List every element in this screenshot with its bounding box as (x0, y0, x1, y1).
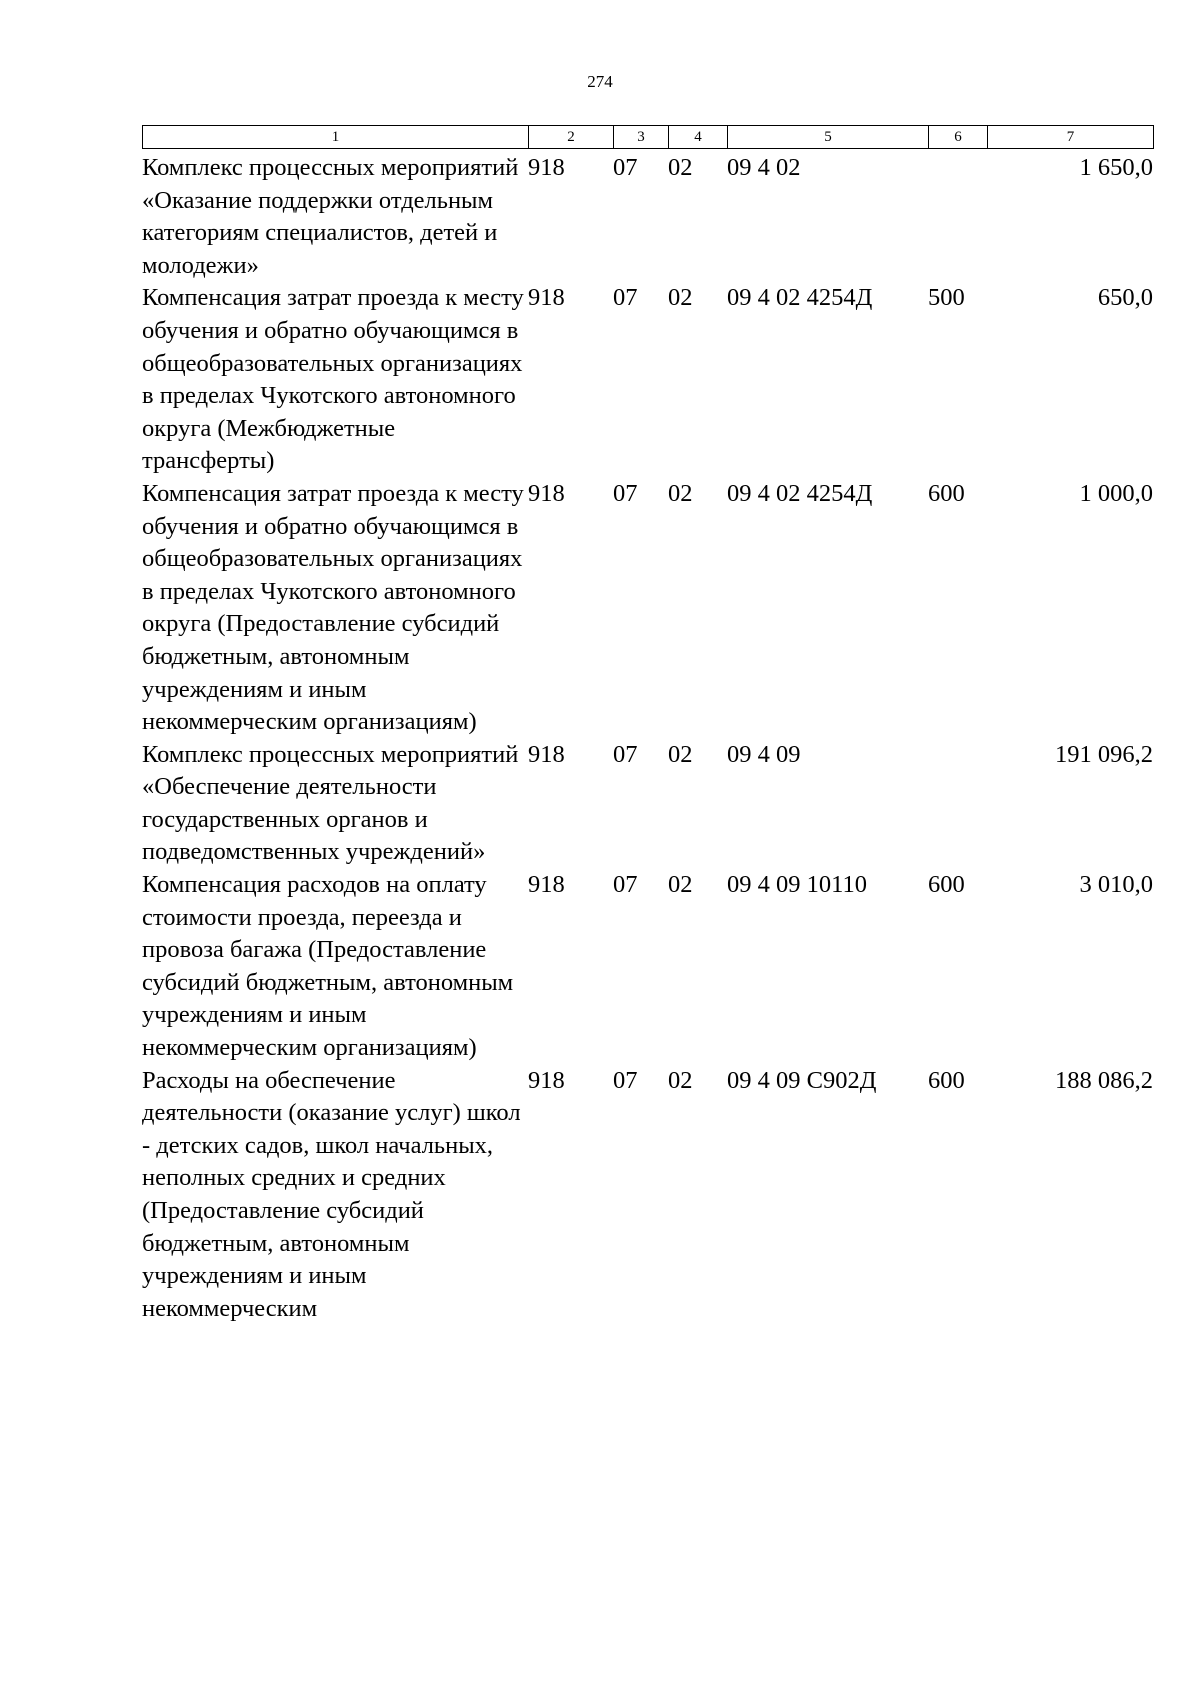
section-code: 07 (613, 284, 638, 312)
target-article-code: 09 4 02 4254Д (727, 284, 873, 312)
subsection-code: 02 (668, 1066, 693, 1094)
expense-type-code: 600 (928, 871, 965, 899)
header-col-1: 1 (143, 126, 529, 149)
ministry-code: 918 (528, 284, 565, 312)
subsection-code: 02 (668, 740, 693, 768)
header-col-6: 6 (929, 126, 988, 149)
table-row (142, 478, 1153, 739)
table-row (142, 869, 1153, 1065)
subsection-code: 02 (668, 154, 693, 181)
expense-name: Компенсация затрат проезда к месту обучения и обратно обучающимся в общеобразовательных организациях в пределах Чукотского автономного округа (Межбюджетные трансферты) (142, 284, 524, 475)
header-col-3: 3 (614, 126, 669, 149)
table-row (142, 1065, 1153, 1326)
table-row (142, 739, 1153, 869)
column-number-header (142, 125, 1154, 149)
ministry-code: 918 (528, 154, 565, 181)
expense-type-code: 500 (928, 284, 965, 312)
header-col-2: 2 (529, 126, 614, 149)
ministry-code: 918 (528, 740, 565, 768)
amount: 1 000,0 (1079, 479, 1153, 507)
section-code: 07 (613, 871, 638, 899)
header-col-4: 4 (669, 126, 728, 149)
section-code: 07 (613, 154, 638, 181)
budget-table (142, 152, 1153, 1325)
target-article-code: 09 4 02 4254Д (727, 479, 873, 507)
expense-name: Компенсация затрат проезда к месту обучения и обратно обучающимся в общеобразовательных организациях в пределах Чукотского автономного округа (Предоставление субсидий бюджетным, автономным учреждениям и иным некоммерческим организациям) (142, 479, 524, 736)
target-article-code: 09 4 09 С902Д (727, 1066, 877, 1094)
subsection-code: 02 (668, 479, 693, 507)
section-code: 07 (613, 479, 638, 507)
target-article-code: 09 4 09 (727, 740, 801, 768)
expense-type-code: 600 (928, 479, 965, 507)
expense-type-code (928, 152, 987, 282)
header-col-5: 5 (728, 126, 929, 149)
section-code: 07 (613, 1066, 638, 1094)
table-row (142, 152, 1153, 282)
target-article-code: 09 4 09 10110 (727, 871, 867, 899)
amount: 3 010,0 (1079, 871, 1153, 899)
ministry-code: 918 (528, 1066, 565, 1094)
amount: 1 650,0 (1079, 154, 1153, 181)
header-col-7: 7 (988, 126, 1154, 149)
ministry-code: 918 (528, 871, 565, 899)
page-number: 274 (587, 72, 613, 91)
header-row (143, 126, 1154, 149)
expense-name: Компенсация расходов на оплату стоимости проезда, переезда и провоза багажа (Предоставление субсидий бюджетным, автономным учреждениям и иным некоммерческим организациям) (142, 871, 514, 1062)
expense-name: Комплекс процессных мероприятий «Оказание поддержки отдельным категориям специалистов, детей и молодежи» (142, 154, 519, 279)
subsection-code: 02 (668, 284, 693, 312)
section-code: 07 (613, 740, 638, 768)
expense-type-code: 600 (928, 1066, 965, 1094)
amount: 191 096,2 (1055, 740, 1153, 768)
amount: 188 086,2 (1055, 1066, 1153, 1094)
table-row (142, 282, 1153, 478)
subsection-code: 02 (668, 871, 693, 899)
expense-name: Расходы на обеспечение деятельности (оказание услуг) школ - детских садов, школ начальных, неполных средних и средних (Предоставление субсидий бюджетным, автономным учреждениям и иным некоммерческим (142, 1066, 521, 1322)
expense-name: Комплекс процессных мероприятий «Обеспечение деятельности государственных органов и подведомственных учреждений» (142, 740, 519, 866)
expense-type-code (928, 739, 987, 869)
amount: 650,0 (1097, 284, 1153, 312)
ministry-code: 918 (528, 479, 565, 507)
target-article-code: 09 4 02 (727, 154, 801, 181)
